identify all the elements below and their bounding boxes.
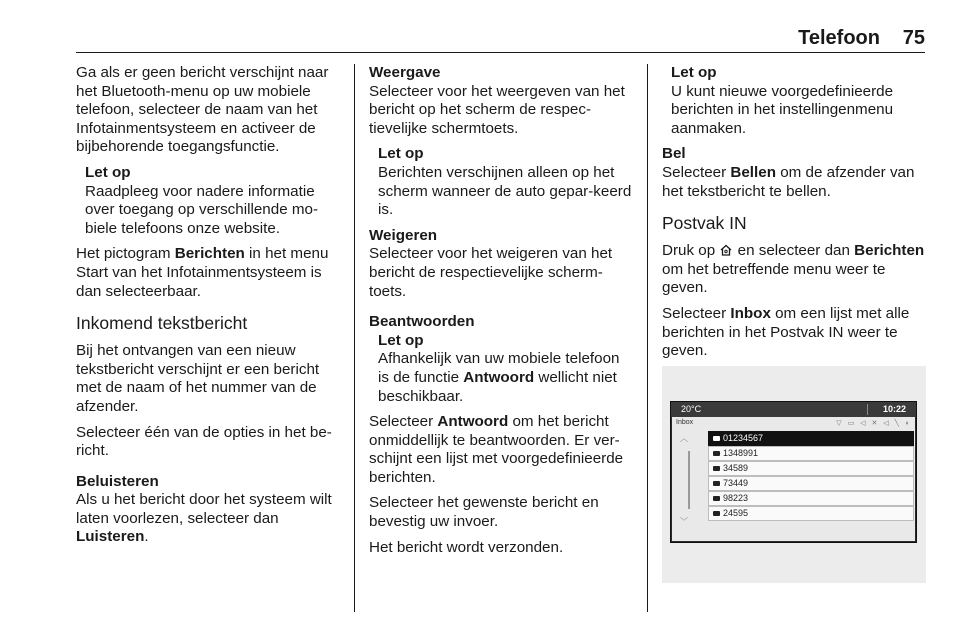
envelope-icon: [713, 466, 720, 471]
column-divider: [647, 64, 648, 612]
text-run: Selecteer: [369, 413, 438, 431]
sender-number: 01234567: [723, 433, 764, 443]
paragraph: Selecteer het gewenste bericht en bevestig uw invoer.: [369, 494, 599, 531]
paragraph: Ga als er geen bericht verschijnt naar het Bluetooth-menu op uw mobiele telefoon, selecteer de naam van het Infotainmentsysteem en activeer de bijbehorende toegangsfunctie.: [76, 64, 329, 156]
text-run: Als u het bericht door het systeem wilt laten voorlezen, selecteer dan: [76, 491, 332, 527]
text-run: Druk op: [662, 242, 720, 260]
infotainment-screen: [670, 401, 917, 543]
text-run: Het pictogram: [76, 245, 175, 263]
paragraph: [662, 305, 926, 361]
text-run: en selecteer dan: [733, 242, 855, 260]
scrollbar[interactable]: [676, 433, 694, 527]
text-bold: Bellen: [730, 163, 776, 181]
subheading: Weigeren: [369, 226, 438, 244]
text-run: om een lijst met alle berichten in het Postvak IN weer te geven.: [662, 304, 910, 360]
list-item[interactable]: [708, 506, 914, 521]
paragraph: [76, 245, 344, 301]
note-text: Berichten verschijnen alleen op het scherm wanneer de auto gepar‐keerd is.: [378, 163, 632, 219]
paragraph: Selecteer één van de opties in het be‐richt.: [76, 423, 332, 460]
text-run: in het menu Start van het Infotainmentsysteem is dan selecteerbaar.: [76, 245, 329, 300]
list-item[interactable]: [708, 476, 914, 491]
note-title: Let op: [378, 331, 424, 349]
text-run: om de afzender van het tekstbericht te bellen.: [662, 163, 915, 200]
subheading: Weergave: [369, 64, 441, 81]
text-run: wellicht niet beschikbaar.: [378, 368, 617, 405]
paragraph: [76, 491, 344, 547]
note-title: Let op: [671, 64, 717, 81]
note-box: [369, 145, 633, 219]
text-run: Selecteer: [662, 304, 731, 322]
text-run: om het betreffende menu weer te geven.: [662, 260, 886, 297]
column-2: [369, 64, 633, 564]
clock-readout: 10:22: [882, 404, 906, 414]
paragraph: [662, 164, 926, 201]
screen-status-bar: [671, 402, 916, 417]
note-box: [662, 64, 926, 138]
scroll-track[interactable]: [688, 451, 690, 509]
note-title: Let op: [85, 163, 131, 181]
text-bold: Luisteren: [76, 528, 145, 546]
note-text: Raadpleeg voor nadere informatie over toegang op verschillende mo‐biele telefoons onze website.: [85, 182, 319, 237]
page-header: [0, 0, 960, 50]
text-run: Selecteer: [662, 163, 731, 181]
paragraph: Selecteer voor het weergeven van het bericht op het scherm de respec‐tievelijke schermtoets.: [369, 82, 625, 137]
subheading: Bel: [662, 145, 686, 163]
page-number: 75: [902, 27, 925, 49]
sender-number: 24595: [723, 508, 749, 518]
envelope-icon: [713, 481, 720, 486]
note-title: Let op: [378, 145, 424, 163]
column-1: [76, 64, 344, 554]
envelope-icon: [713, 496, 720, 501]
paragraph: Het bericht wordt verzonden.: [369, 538, 564, 556]
text-bold: Inbox: [730, 304, 771, 322]
status-divider: [867, 404, 868, 415]
page-title: Telefoon: [798, 27, 880, 49]
section-heading: Postvak IN: [662, 213, 747, 234]
column-divider: [354, 64, 355, 612]
subheading: Beantwoorden: [369, 313, 475, 331]
list-item[interactable]: [708, 461, 914, 476]
inbox-screenshot-figure: [662, 366, 926, 583]
section-heading: Inkomend tekstbericht: [76, 313, 248, 334]
sender-number: 34589: [723, 463, 749, 473]
envelope-icon: [713, 436, 720, 441]
list-item[interactable]: [708, 446, 914, 461]
text-run: Afhankelijk van uw mobiele telefoon is de functie: [378, 350, 620, 386]
paragraph: Bij het ontvangen van een nieuw tekstbericht verschijnt er een bericht met de naam of het nummer van de afzender.: [76, 342, 320, 415]
text-run: .: [144, 528, 149, 546]
chevron-up-icon[interactable]: ︿: [680, 434, 688, 443]
text-bold: Berichten: [174, 245, 245, 263]
inbox-label: Inbox: [676, 419, 694, 426]
status-icons: ▽ ▭ ◁ ✕ ◁ ╲ ◖: [836, 420, 911, 427]
list-item[interactable]: [708, 431, 914, 446]
paragraph: [662, 242, 926, 298]
column-3: [662, 64, 926, 368]
paragraph: [369, 413, 633, 487]
text-run: om het bericht onmiddellijk te beantwoorden. Er ver‐schijnt een lijst met voorgedefinieerde berichten.: [369, 413, 624, 486]
envelope-icon: [713, 451, 720, 456]
home-icon: [719, 243, 733, 257]
message-list: [708, 431, 914, 521]
note-text: [378, 350, 633, 406]
temperature-readout: 20°C: [681, 404, 702, 414]
envelope-icon: [713, 511, 720, 516]
subheading: Beluisteren: [76, 472, 159, 490]
text-bold: Antwoord: [437, 413, 509, 431]
note-text: U kunt nieuwe voorgedefinieerde berichten in het instellingenmenu aanmaken.: [671, 82, 894, 137]
note-box: [76, 164, 344, 238]
list-item[interactable]: [708, 491, 914, 506]
sender-number: 1348991: [723, 448, 759, 458]
paragraph: Selecteer voor het weigeren van het bericht de respectievelijke scherm‐toets.: [369, 245, 613, 300]
sender-number: 98223: [723, 493, 749, 503]
chevron-down-icon[interactable]: ﹀: [680, 517, 688, 526]
text-bold: Berichten: [854, 242, 925, 260]
header-rule: [76, 52, 925, 53]
screen-body: [672, 417, 915, 541]
note-box: [369, 332, 633, 406]
text-bold: Antwoord: [463, 368, 535, 386]
sender-number: 73449: [723, 478, 749, 488]
